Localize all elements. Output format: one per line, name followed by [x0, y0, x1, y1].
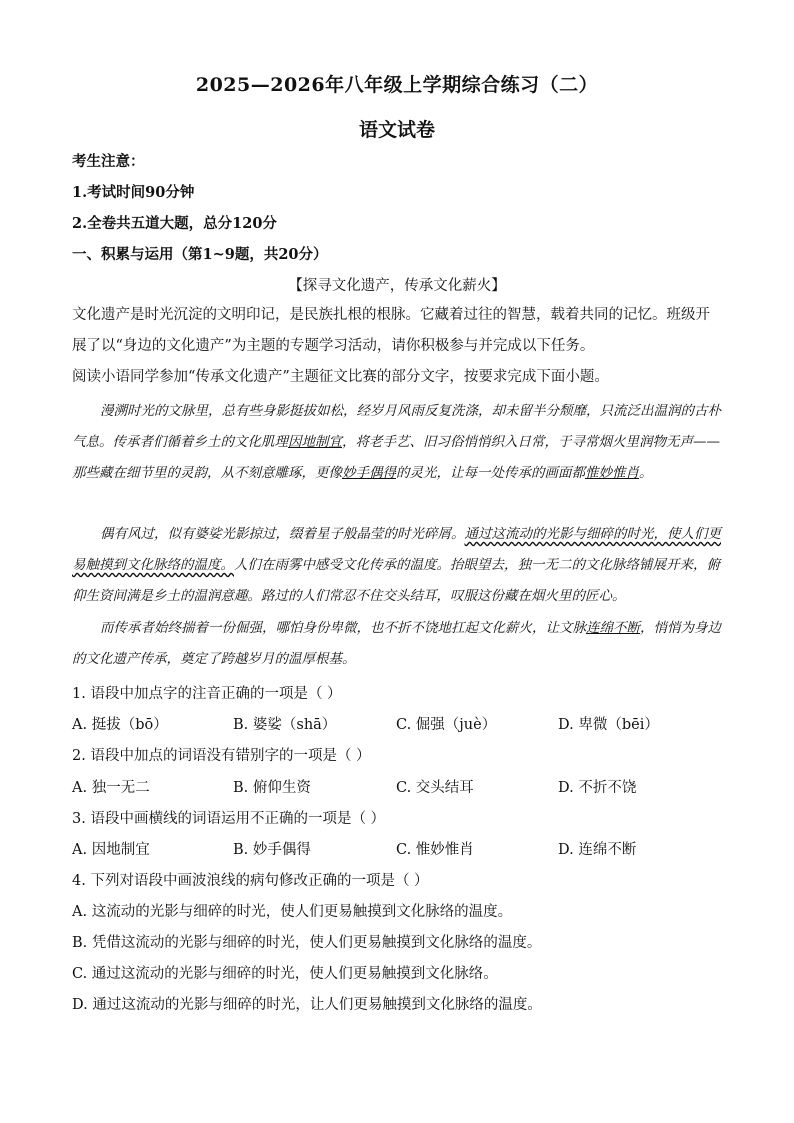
- question-4-option-d[interactable]: D. 通过这流动的光影与细碎的时光，让人们更易触摸到文化脉络的温度。: [72, 997, 542, 1013]
- passage-text: 人们在雨雾中感受文化传承的温度。抬眼望去，独一无二的文化脉络铺展开来，俯仰生资间满是乡土的温润意趣。路过的人们常忍不住交头结耳，叹服这份藏在烟火里的匠心。: [72, 557, 720, 604]
- passage-text: 的灵光，让每一处传承的画面都: [396, 465, 585, 481]
- question-3-option-c[interactable]: C. 惟妙惟肖: [396, 842, 474, 858]
- passage-paragraph-3: [72, 613, 722, 675]
- question-2-option-a[interactable]: A. 独一无二: [72, 780, 150, 796]
- question-1-option-b[interactable]: B. 婆娑（shā）: [233, 717, 337, 733]
- underlined-phrase: 妙手偶得: [342, 465, 396, 481]
- page-title: 2025—2026年八年级上学期综合练习（二）: [195, 74, 599, 96]
- passage-text: 而传承者始终揣着一份倔强，哪怕身份卑微，也不折不饶地扛起文化薪火，让文脉: [100, 620, 586, 636]
- underlined-phrase: 惟妙惟肖: [585, 465, 639, 481]
- question-4-option-c[interactable]: C. 通过这流动的光影与细碎的时光，使人们更易触摸到文化脉络。: [72, 966, 498, 982]
- question-4-stem: 4. 下列对语段中画波浪线的病句修改正确的一项是（ ）: [72, 873, 429, 889]
- underlined-phrase: 连绵不断: [586, 620, 640, 636]
- question-1-stem: 1. 语段中加点字的注音正确的一项是（ ）: [72, 686, 342, 702]
- question-2-stem: 2. 语段中加点的词语没有错别字的一项是（ ）: [72, 748, 371, 764]
- page-subtitle: 语文试卷: [358, 119, 435, 141]
- wavy-underlined-sentence: 通过这流动的光影与细碎的时光，使人们更易触摸到文化脉络的温度。: [72, 526, 721, 573]
- task-instruction: 阅读小语同学参加“传承文化遗产”主题征文比赛的部分文字，按要求完成下面小题。: [72, 369, 609, 385]
- question-3-option-b[interactable]: B. 妙手偶得: [233, 842, 311, 858]
- underlined-phrase: 因地制宜: [288, 434, 342, 450]
- question-4-option-b[interactable]: B. 凭借这流动的光影与细碎的时光，使人们更易触摸到文化脉络的温度。: [72, 935, 542, 951]
- question-2-option-b[interactable]: B. 俯仰生资: [233, 780, 311, 796]
- notice-item-time: 1.考试时间90分钟: [72, 184, 195, 201]
- passage-text: ，悄悄为身边的文化遗产传承，奠定了跨越岁月的温厚根基。: [72, 620, 721, 667]
- question-4-option-a[interactable]: A. 这流动的光影与细碎的时光，使人们更易触摸到文化脉络的温度。: [72, 904, 513, 920]
- section-heading: 一、积累与运用（第1~9题，共20分）: [72, 246, 328, 263]
- question-3-stem: 3. 语段中画横线的词语运用不正确的一项是（ ）: [72, 811, 386, 827]
- passage-text: ，将老手艺、旧习俗悄悄织入日常，于寻常烟火里润物无声——那些藏在细节里的灵韵，从不刻意雕琢，更像: [72, 434, 720, 481]
- notice-heading: 考生注意：: [72, 153, 145, 170]
- passage-text: 。: [639, 465, 653, 481]
- question-2-option-c[interactable]: C. 交头结耳: [396, 780, 474, 796]
- question-1-option-d[interactable]: D. 卑微（bēi）: [558, 717, 659, 733]
- question-2-option-d[interactable]: D. 不折不饶: [558, 780, 637, 796]
- passage-paragraph-2: [72, 519, 722, 612]
- section-intro: 文化遗产是时光沉淀的文明印记，是民族扎根的根脉。它藏着过往的智慧，载着共同的记忆。班级开展了以“身边的文化遗产”为主题的专题学习活动，请你积极参与并完成以下任务。: [72, 307, 710, 354]
- passage-text: 偶有风过，似有婆娑光影掠过，缀着星子般晶莹的时光碎屑。: [100, 526, 465, 542]
- question-1-option-c[interactable]: C. 倔强（juè）: [396, 717, 497, 733]
- notice-item-score: 2.全卷共五道大题，总分120分: [72, 215, 277, 232]
- question-3-option-a[interactable]: A. 因地制宜: [72, 842, 150, 858]
- question-1-option-a[interactable]: A. 挺拔（bō）: [72, 717, 168, 733]
- section-theme: 【探寻文化遗产，传承文化薪火】: [288, 278, 506, 294]
- question-3-option-d[interactable]: D. 连绵不断: [558, 842, 637, 858]
- passage-paragraph-1: [72, 396, 722, 489]
- passage-text: 漫溯时光的文脉里，总有些身影挺拔如松，经岁月风雨反复洗涤，却未留半分颓靡，只流泛出温润的古朴气息。传承者们循着乡土的文化肌理: [72, 403, 721, 450]
